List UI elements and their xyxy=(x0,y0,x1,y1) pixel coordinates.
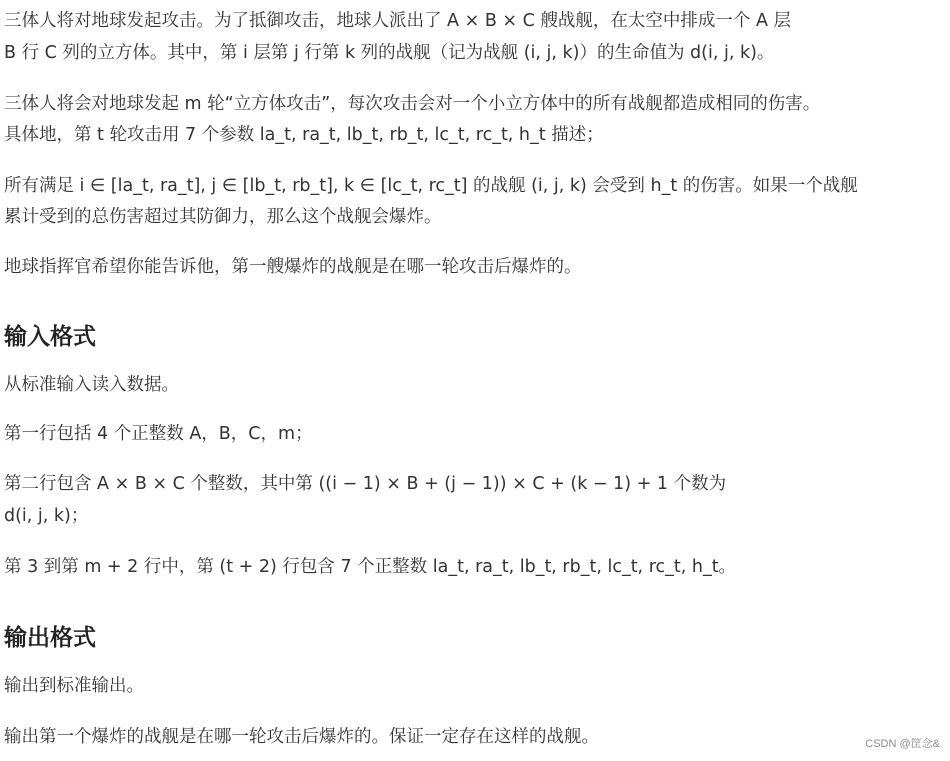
paragraph-3-line-1: 所有满足 i ∈ [la_t, ra_t], j ∈ [lb_t, rb_t], k ∈ [lc_t, rc_t] 的战舰 (i, j, k) 会受到 h_t 的伤害。如果一个战舰 xyxy=(4,176,858,196)
paragraph-1-line-2: B 行 C 列的立方体。其中，第 i 层第 j 行第 k 列的战舰（记为战舰 (i, j, k)）的生命值为 d(i, j, k)。 xyxy=(4,43,775,63)
input-format-heading: 输入格式 xyxy=(4,324,96,350)
output-line-2: 输出第一个爆炸的战舰是在哪一轮攻击后爆炸的。保证一定存在这样的战舰。 xyxy=(4,727,599,747)
input-line-3a: 第二行包含 A × B × C 个整数，其中第 ((i − 1) × B + (j − 1)) × C + (k − 1) + 1 个数为 xyxy=(4,474,727,494)
paragraph-2-line-2: 具体地，第 t 轮攻击用 7 个参数 la_t, ra_t, lb_t, rb_t, lc_t, rc_t, h_t 描述； xyxy=(4,125,604,145)
input-line-2: 第一行包括 4 个正整数 A，B，C，m； xyxy=(4,424,313,444)
input-line-3b: d(i, j, k)； xyxy=(4,506,89,526)
output-line-1: 输出到标准输出。 xyxy=(4,676,144,696)
paragraph-3-line-2: 累计受到的总伤害超过其防御力，那么这个战舰会爆炸。 xyxy=(4,207,442,227)
paragraph-2-line-1: 三体人将会对地球发起 m 轮“立方体攻击”，每次攻击会对一个小立方体中的所有战舰都造成相同的伤害。 xyxy=(4,94,821,114)
paragraph-1-line-1: 三体人将对地球发起攻击。为了抵御攻击，地球人派出了 A × B × C 艘战舰，在太空中排成一个 A 层 xyxy=(4,11,791,31)
input-line-1: 从标准输入读入数据。 xyxy=(4,375,179,395)
paragraph-4: 地球指挥官希望你能告诉他，第一艘爆炸的战舰是在哪一轮攻击后爆炸的。 xyxy=(4,257,582,277)
csdn-watermark: CSDN @筐念& xyxy=(865,738,940,750)
input-line-4: 第 3 到第 m + 2 行中，第 (t + 2) 行包含 7 个正整数 la_t, ra_t, lb_t, rb_t, lc_t, rc_t, h_t。 xyxy=(4,557,737,577)
output-format-heading: 输出格式 xyxy=(4,625,96,651)
